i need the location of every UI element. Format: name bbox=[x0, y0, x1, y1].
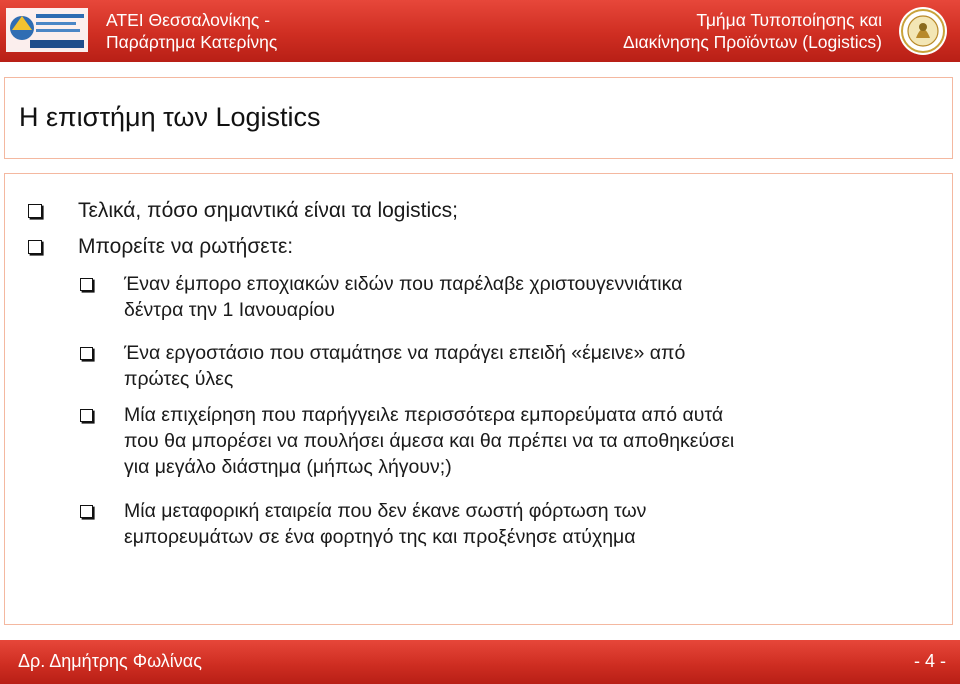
department-name-line1: Τμήμα Τυποποίησης και bbox=[696, 10, 882, 30]
checkbox-bullet-icon bbox=[80, 278, 93, 291]
bullet-item bbox=[28, 196, 458, 225]
checkbox-bullet-icon bbox=[80, 347, 93, 360]
sub-bullet-item bbox=[80, 498, 646, 550]
sub-bullet-item bbox=[80, 340, 685, 392]
institution-name-line2: Παράρτημα Κατερίνης bbox=[106, 32, 278, 52]
sub-bullet-text: Ένα εργοστάσιο που σταμάτησε να παράγει επειδή «έμεινε» από πρώτες ύλες bbox=[124, 342, 686, 390]
institution-seal-icon bbox=[898, 6, 948, 56]
department-logo-icon bbox=[6, 8, 88, 52]
sub-bullet-text: Μία μεταφορική εταιρεία που δεν έκανε σωστή φόρτωση των εμπορευμάτων σε ένα φορτηγό της και προξένησε ατύχημα bbox=[124, 500, 647, 548]
slide-title: Η επιστήμη των Logistics bbox=[19, 102, 321, 132]
sub-bullet-text: Έναν έμπορο εποχιακών ειδών που παρέλαβε χριστουγεννιάτικα δέντρα την 1 Ιανουαρίου bbox=[124, 273, 683, 321]
author-name: Δρ. Δημήτρης Φωλίνας bbox=[18, 651, 202, 671]
department-name bbox=[623, 9, 882, 53]
checkbox-bullet-icon bbox=[80, 505, 93, 518]
department-name-line2: Διακίνησης Προϊόντων (Logistics) bbox=[622, 32, 882, 52]
institution-name bbox=[106, 9, 277, 53]
sub-bullet-item bbox=[80, 271, 682, 323]
title-box bbox=[4, 77, 953, 159]
checkbox-bullet-icon bbox=[80, 409, 93, 422]
checkbox-bullet-icon bbox=[28, 240, 42, 254]
bullet-item bbox=[28, 232, 293, 261]
sub-bullet-text: Μία επιχείρηση που παρήγγειλε περισσότερα εμπορεύματα από αυτά που θα μπορέσει να πουλήσει άμεσα και θα πρέπει να τα αποθηκεύσει για μεγάλο διάστημα (μήπως λήγουν;) bbox=[124, 404, 735, 478]
bullet-text: Μπορείτε να ρωτήσετε: bbox=[78, 235, 294, 258]
checkbox-bullet-icon bbox=[28, 204, 42, 218]
institution-name-line1: ΑΤΕΙ Θεσσαλονίκης - bbox=[106, 10, 271, 30]
footer-band bbox=[0, 640, 960, 684]
sub-bullet-item bbox=[80, 402, 734, 480]
page-number: - 4 - bbox=[913, 651, 946, 671]
header-band bbox=[0, 0, 960, 62]
bullet-text: Τελικά, πόσο σημαντικά είναι τα logistics; bbox=[78, 199, 458, 222]
